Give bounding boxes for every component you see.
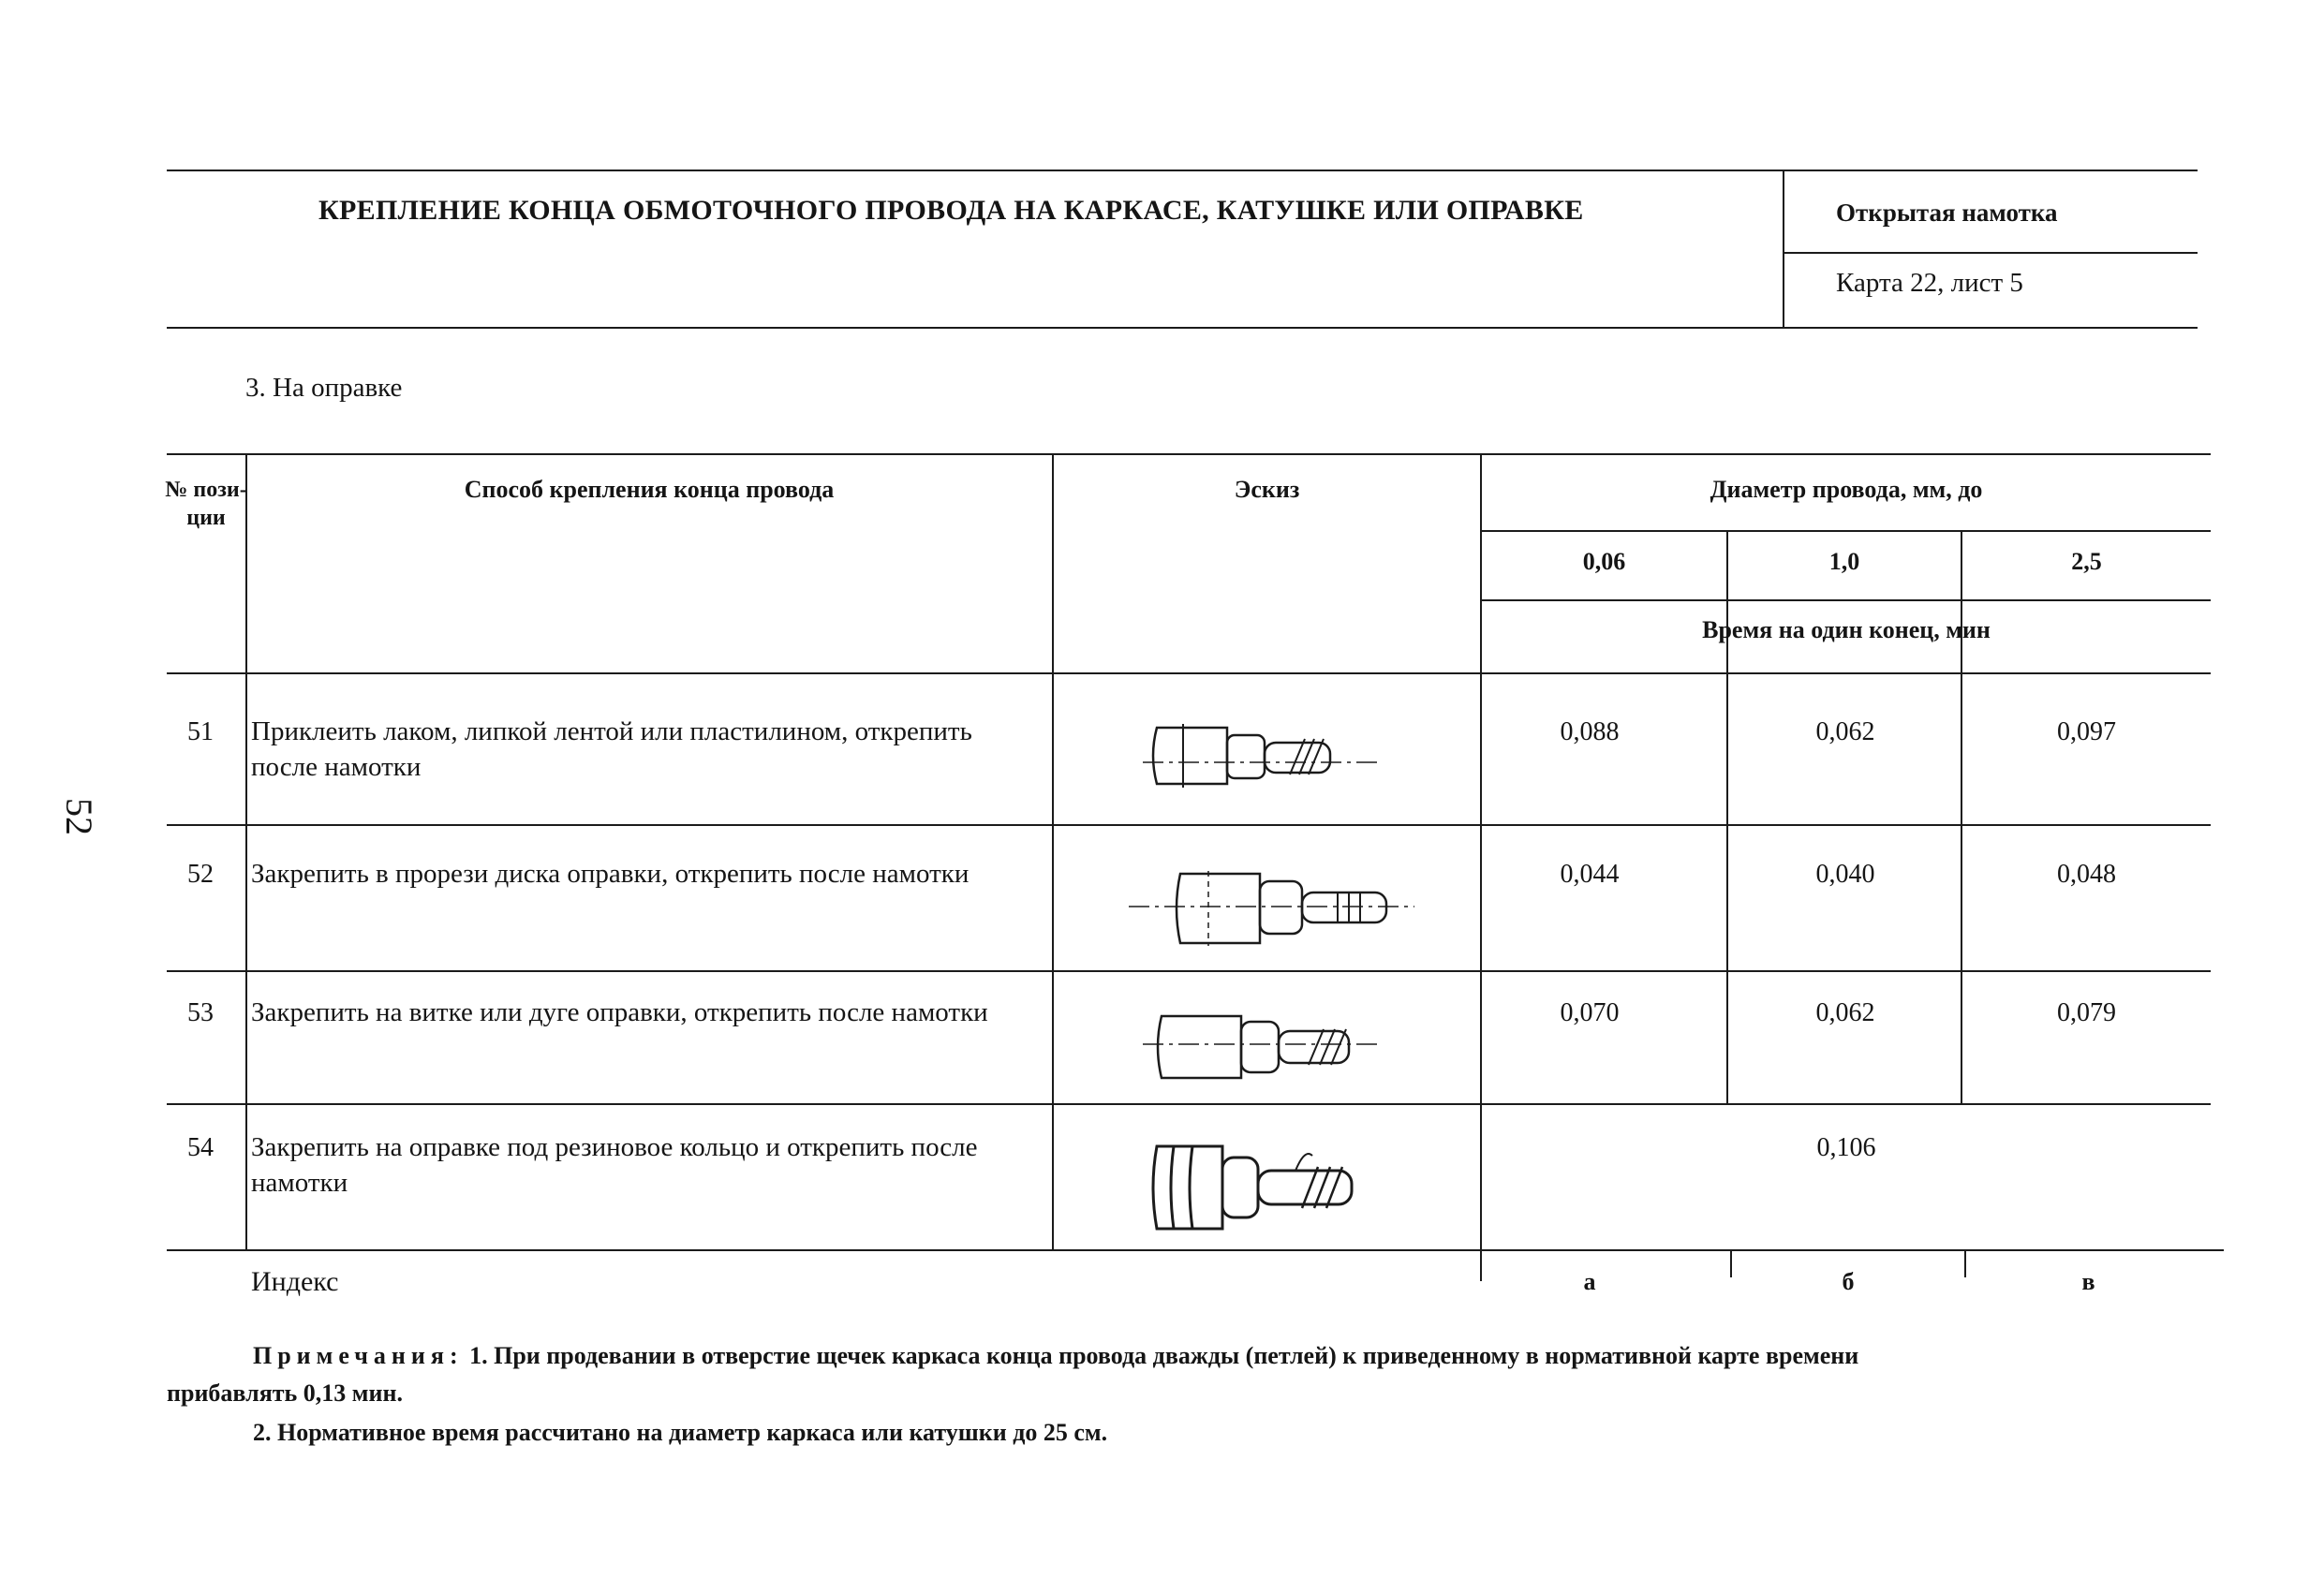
header-time: Время на один конец, мин	[1702, 616, 1991, 643]
mandrel-tape-icon	[1138, 716, 1386, 791]
mandrel-ring-icon	[1147, 1135, 1382, 1240]
notes-lead: Примечания:	[253, 1342, 464, 1369]
header-sketch: Эскиз	[1234, 476, 1300, 503]
header-body-rule	[167, 672, 2211, 674]
section-title: 3. На оправке	[245, 373, 403, 403]
header-method: Способ крепления конца провода	[464, 476, 835, 503]
note-1-line-2: прибавлять 0,13 мин.	[167, 1379, 403, 1407]
index-a: а	[1583, 1268, 1596, 1295]
header-bottom-rule	[167, 327, 2198, 329]
header-divider	[1783, 170, 1784, 327]
header-top-rule	[167, 170, 2198, 171]
row-52-method: Закрепить в прорези диска оправки, открепить после намотки	[251, 859, 970, 889]
row-53-value-3: 0,079	[2057, 998, 2116, 1027]
header-position-no: № пози-ции	[165, 478, 247, 530]
note-2: 2. Нормативное время рассчитано на диаметр каркаса или катушки до 25 см.	[253, 1419, 1108, 1446]
row-52-position: 52	[187, 860, 214, 889]
row-53-value-2: 0,062	[1815, 998, 1875, 1027]
table-top-rule	[167, 453, 2211, 455]
row-53-value-1: 0,070	[1560, 998, 1620, 1027]
header-diameter: Диаметр провода, мм, до	[1710, 476, 1983, 503]
row-51-position: 51	[187, 717, 214, 746]
row-51-value-1: 0,088	[1560, 717, 1620, 746]
mandrel-slot-icon	[1124, 866, 1419, 951]
row-51-method: Приклеить лаком, липкой лентой или пластилином, открепить после намотки	[251, 716, 972, 782]
row-53-method: Закрепить на витке или дуге оправки, открепить после намотки	[251, 997, 988, 1027]
header-diameter-3: 2,5	[2071, 548, 2102, 575]
header-diameter-2: 1,0	[1828, 548, 1860, 575]
page-title: КРЕПЛЕНИЕ КОНЦА ОБМОТОЧНОГО ПРОВОДА НА КАРКАСЕ, КАТУШКЕ ИЛИ ОПРАВКЕ	[318, 195, 1584, 226]
mandrel-arc-icon	[1138, 1007, 1386, 1086]
header-diameter-1: 0,06	[1582, 548, 1626, 575]
row-53-position: 53	[187, 998, 214, 1027]
index-c: в	[2081, 1268, 2095, 1295]
header-side-rule	[1783, 252, 2198, 254]
row-54-method: Закрепить на оправке под резиновое кольцо и открепить после намотки	[251, 1132, 978, 1198]
row-51-value-2: 0,062	[1815, 717, 1875, 746]
note-1-line-1: 1. При продевании в отверстие щечек каркаса конца провода дважды (петлей) к приведенному в нормативной карте времени	[469, 1342, 1859, 1369]
card-reference: Карта 22, лист 5	[1836, 268, 2023, 298]
col-divider-method	[1052, 453, 1054, 1249]
index-b: б	[1842, 1268, 1855, 1295]
row-54-merged-value: 0,106	[1816, 1133, 1876, 1162]
time-subheader-rule	[1480, 599, 2211, 601]
col-divider-no	[245, 453, 247, 1249]
row-52-value-3: 0,048	[2057, 860, 2116, 889]
row-54-position: 54	[187, 1133, 214, 1162]
row-rule-53	[167, 1103, 2211, 1105]
row-rule-52	[167, 970, 2211, 972]
winding-type-label: Открытая намотка	[1836, 199, 2058, 227]
row-52-value-1: 0,044	[1560, 860, 1620, 889]
row-rule-51	[167, 824, 2211, 826]
row-52-value-2: 0,040	[1815, 860, 1875, 889]
row-51-value-3: 0,097	[2057, 717, 2116, 746]
page-number: 52	[58, 798, 100, 835]
diameter-subheader-rule	[1480, 530, 2211, 532]
table-bottom-rule	[167, 1249, 2224, 1251]
index-label: Индекс	[251, 1266, 339, 1297]
notes-line-1	[253, 1337, 1858, 1375]
